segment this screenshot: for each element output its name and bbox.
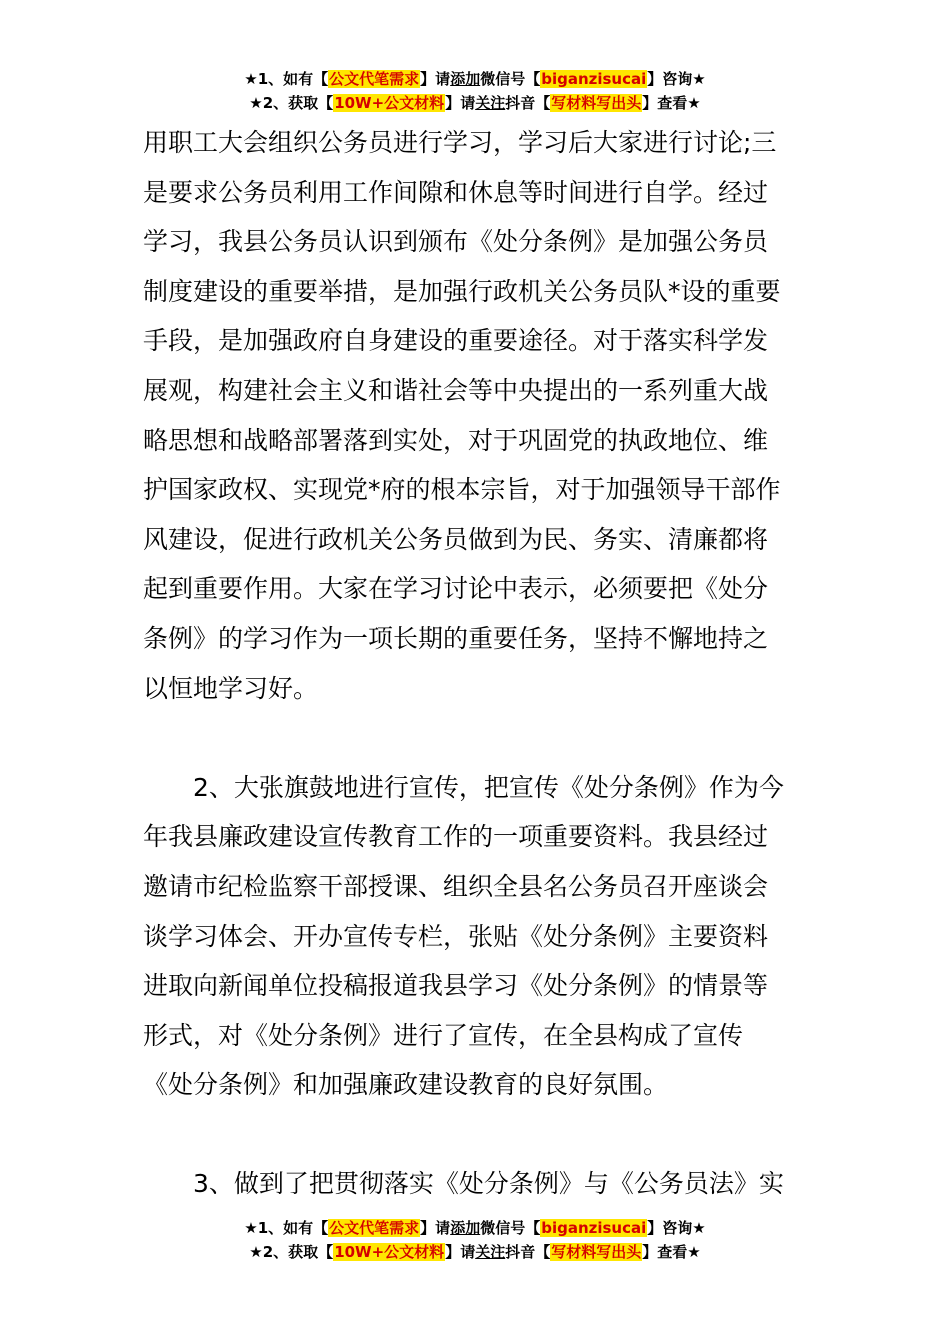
banner-underlined: 添加 — [450, 1219, 481, 1237]
banner-text: 】请 — [420, 1219, 451, 1237]
text-line: 手段，是加强政府自身建设的重要途径。对于落实科学发 — [143, 326, 769, 356]
header-banner-line-2 — [0, 91, 950, 115]
text-line: 起到重要作用。大家在学习讨论中表示，必须要把《处分 — [143, 574, 769, 604]
text-line: 略思想和战略部署落到实处，对于巩固党的执政地位、维 — [143, 425, 769, 455]
text-line: 是要求公务员利用工作间隙和休息等时间进行自学。经过 — [143, 177, 769, 207]
banner-text: 微信号【 — [480, 1219, 541, 1237]
text-line: 邀请市纪检监察干部授课、组织全县名公务员召开座谈会 — [143, 871, 769, 901]
banner-text: ★2、获取【 — [249, 94, 334, 112]
banner-text: ★2、获取【 — [249, 1243, 334, 1261]
banner-underlined: 添加 — [450, 70, 481, 88]
banner-highlight: 公文代笔需求 — [329, 1219, 420, 1237]
text-line: 用职工大会组织公务员进行学习，学习后大家进行讨论;三 — [143, 128, 777, 157]
text-line: 2、大张旗鼓地进行宣传，把宣传《处分条例》作为今 — [193, 772, 784, 802]
text-line: 护国家政权、实现党*府的根本宗旨，对于加强领导干部作 — [143, 475, 781, 505]
banner-text: 】咨询★ — [647, 70, 706, 88]
banner-text: 】咨询★ — [647, 1219, 706, 1237]
text-line: 形式，对《处分条例》进行了宣传，在全县构成了宣传 — [143, 1020, 744, 1050]
banner-underlined: 关注 — [475, 1243, 506, 1261]
text-line: 制度建设的重要举措，是加强行政机关公务员队*设的重要 — [143, 276, 781, 306]
banner-text: ★1、如有【 — [244, 1219, 329, 1237]
banner-douyin-id: 写材料写出头 — [551, 1243, 642, 1261]
text-line: 谈学习体会、开办宣传专栏，张贴《处分条例》主要资料 — [143, 921, 769, 951]
header-banner-line-1 — [0, 67, 950, 91]
text-line: 年我县廉政建设宣传教育工作的一项重要资料。我县经过 — [143, 822, 769, 852]
banner-douyin-id: 写材料写出头 — [551, 94, 642, 112]
banner-text: 微信号【 — [480, 70, 541, 88]
paragraph-2 — [143, 763, 808, 1110]
text-line: 进取向新闻单位投稿报道我县学习《处分条例》的情景等 — [143, 971, 769, 1001]
text-line: 3、做到了把贯彻落实《处分条例》与《公务员法》实 — [193, 1169, 784, 1199]
text-line: 条例》的学习作为一项长期的重要任务，坚持不懈地持之 — [143, 623, 769, 653]
paragraph-1 — [143, 118, 808, 713]
footer-banner-line-1 — [0, 1216, 950, 1240]
banner-text: 抖音【 — [505, 1243, 551, 1261]
paragraph-gap — [143, 1110, 808, 1160]
banner-text: ★1、如有【 — [244, 70, 329, 88]
paragraph-3 — [143, 1159, 808, 1209]
text-line: 风建设，促进行政机关公务员做到为民、务实、清廉都将 — [143, 524, 769, 554]
banner-text: 】查看★ — [642, 94, 701, 112]
text-line: 展观，构建社会主义和谐社会等中央提出的一系列重大战 — [143, 375, 769, 405]
banner-highlight: 公文代笔需求 — [329, 70, 420, 88]
banner-highlight: 10W+公文材料 — [334, 94, 445, 112]
banner-text: 】查看★ — [642, 1243, 701, 1261]
banner-text: 】请 — [445, 1243, 476, 1261]
text-line: 学习，我县公务员认识到颁布《处分条例》是加强公务员 — [143, 227, 769, 257]
paragraph-gap — [143, 713, 808, 763]
text-line: 以恒地学习好。 — [143, 673, 319, 703]
banner-text: 】请 — [445, 94, 476, 112]
document-body — [143, 118, 808, 1209]
banner-text: 】请 — [420, 70, 451, 88]
banner-wechat-id: biganzisucai — [541, 1219, 647, 1237]
banner-underlined: 关注 — [475, 94, 506, 112]
footer-banner-line-2 — [0, 1240, 950, 1264]
banner-highlight: 10W+公文材料 — [334, 1243, 445, 1261]
banner-wechat-id: biganzisucai — [541, 70, 647, 88]
footer-banner — [0, 1216, 950, 1264]
text-line: 《处分条例》和加强廉政建设教育的良好氛围。 — [143, 1070, 669, 1100]
banner-text: 抖音【 — [505, 94, 551, 112]
header-banner — [0, 67, 950, 115]
